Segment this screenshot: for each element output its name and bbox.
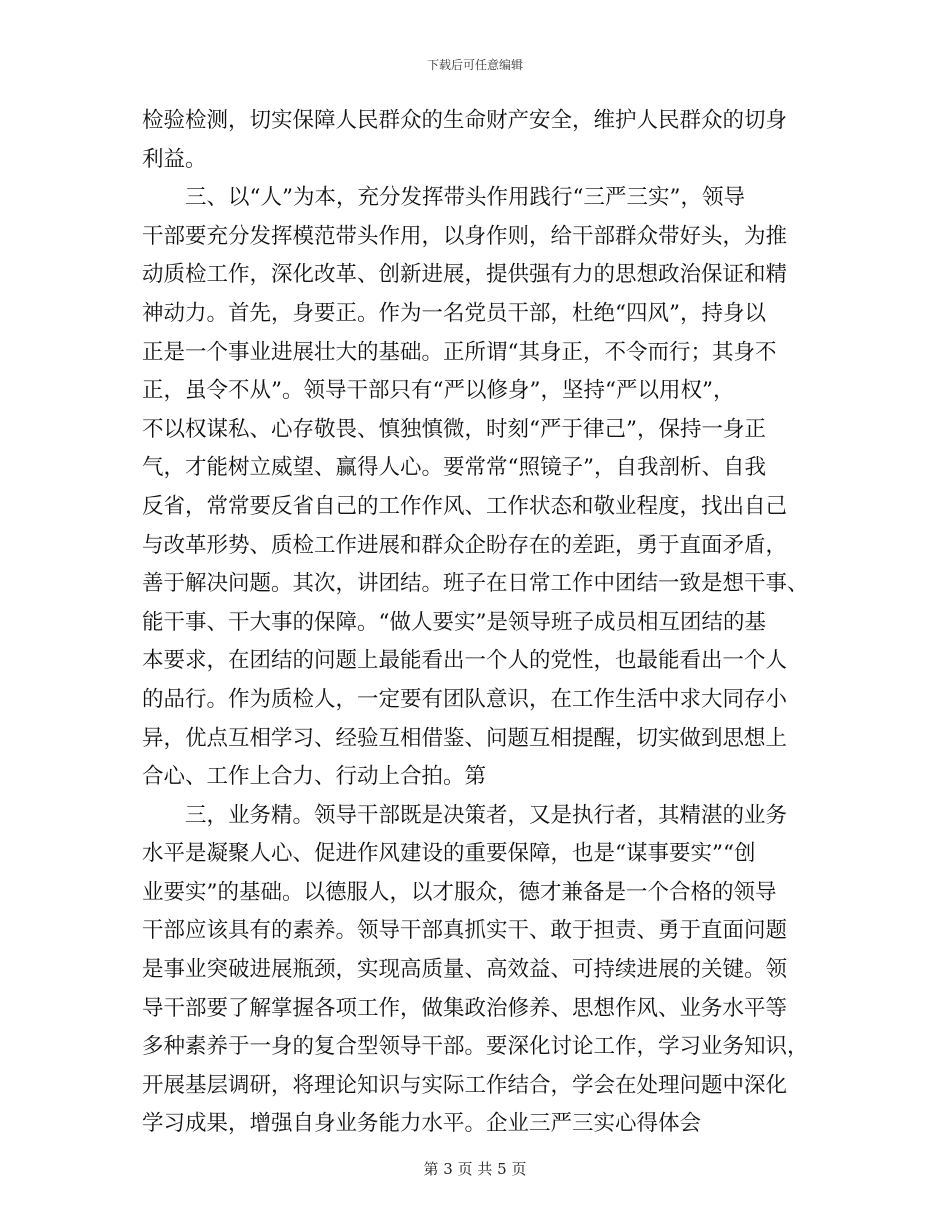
text-line: 多种素养于一身的复合型领导干部。要深化讨论工作，学习业务知识， [142, 1034, 809, 1060]
page-header: 下载后可任意编辑 [426, 58, 523, 72]
text-line: 的品行。作为质检人，一定要有团队意识，在工作生活中求大同存小 [142, 686, 788, 712]
text-line: 善于解决问题。其次，讲团结。班子在日常工作中团结一致是想干事、 [142, 571, 809, 597]
text-line: 干部应该具有的素养。领导干部真抓实干、敢于担责、勇于直面问题 [142, 918, 788, 944]
text-line: 本要求，在团结的问题上最能看出一个人的党性，也最能看出一个人 [142, 648, 788, 674]
text-line: 正是一个事业进展壮大的基础。正所谓“其身正，不令而行；其身不 [142, 339, 777, 365]
text-line: 学习成果，增强自身业务能力水平。企业三严三实心得体会 [142, 1111, 702, 1137]
text-line: 干部要充分发挥模范带头作用，以身作则，给干部群众带好头，为推 [142, 223, 788, 249]
text-line: 异，优点互相学习、经验互相借鉴、问题互相提醒，切实做到思想上 [142, 725, 788, 751]
text-line: 不以权谋私、心存敬畏、慎独慎微，时刻“严于律己”，保持一身正 [142, 416, 766, 442]
text-line: 三、以“人”为本，充分发挥带头作用践行“三严三实”，领导 [142, 185, 745, 211]
text-line: 业要实”的基础。以德服人，以才服众，德才兼备是一个合格的领导 [142, 879, 777, 905]
text-line: 三，业务精。领导干部既是决策者，又是执行者，其精湛的业务 [142, 802, 788, 828]
text-line: 水平是凝聚人心、促进作风建设的重要保障，也是“谋事要实”“创 [142, 841, 756, 867]
text-line: 反省，常常要反省自己的工作作风、工作状态和敬业程度，找出自己 [142, 493, 788, 519]
text-line: 气，才能树立威望、赢得人心。要常常“照镜子”，自我剖析、自我 [142, 455, 766, 481]
page-number-footer: 第 3 页 共 5 页 [423, 1160, 527, 1178]
text-line: 导干部要了解掌握各项工作，做集政治修养、思想作风、业务水平等 [142, 995, 788, 1021]
text-line: 动质检工作，深化改革、创新进展，提供强有力的思想政治保证和精 [142, 262, 788, 288]
text-line: 正，虽令不从”。领导干部只有“严以修身”，坚持“严以用权”， [142, 378, 735, 404]
text-line: 神动力。首先，身要正。作为一名党员干部，杜绝“四风”，持身以 [142, 300, 766, 326]
text-line: 利益。 [142, 146, 207, 172]
text-line: 与改革形势、质检工作进展和群众企盼存在的差距，勇于直面矛盾， [142, 532, 788, 558]
text-line: 开展基层调研，将理论知识与实际工作结合，学会在处理问题中深化 [142, 1072, 788, 1098]
text-line: 能干事、干大事的保障。“做人要实”是领导班子成员相互团结的基 [142, 609, 766, 635]
text-line: 合心、工作上合力、行动上合拍。第 [142, 764, 487, 790]
text-line: 是事业突破进展瓶颈，实现高质量、高效益、可持续进展的关键。领 [142, 957, 788, 983]
document-body [142, 102, 808, 1144]
text-line: 检验检测，切实保障人民群众的生命财产安全，维护人民群众的切身 [142, 108, 788, 133]
